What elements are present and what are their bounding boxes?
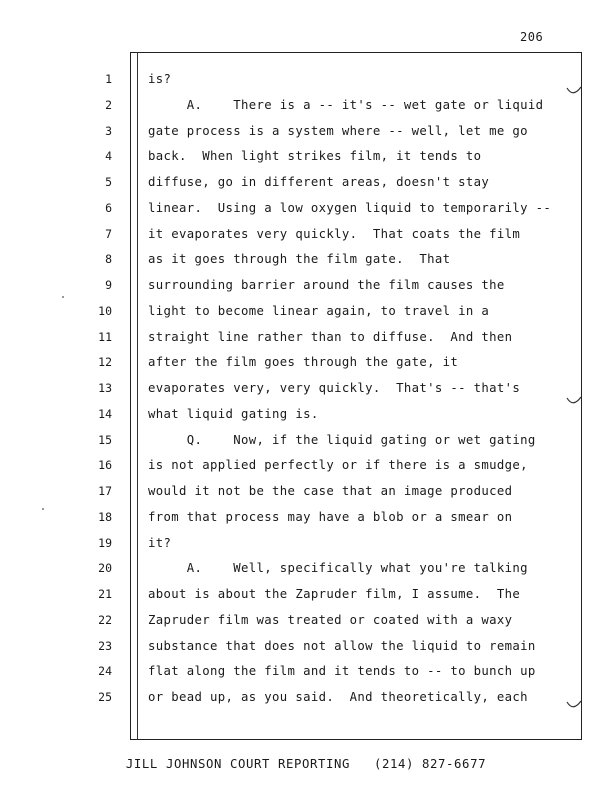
transcript-line bbox=[0, 149, 612, 175]
transcript-line bbox=[0, 407, 612, 433]
check-mark-icon bbox=[566, 396, 582, 406]
transcript-line bbox=[0, 613, 612, 639]
line-number: 2 bbox=[105, 97, 112, 112]
line-number: 17 bbox=[98, 484, 112, 498]
line-number: 1 bbox=[105, 72, 112, 86]
line-number: 10 bbox=[98, 303, 112, 318]
line-text: flat along the film and it tends to -- to bunch up bbox=[148, 664, 536, 679]
line-text: linear. Using a low oxygen liquid to temporarily -- bbox=[148, 200, 552, 215]
transcript-line bbox=[0, 433, 612, 459]
transcript-line bbox=[0, 72, 612, 98]
line-number: 24 bbox=[98, 664, 112, 679]
transcript-line bbox=[0, 227, 612, 253]
line-text: back. When light strikes film, it tends to bbox=[148, 149, 482, 164]
footer-reporter: JILL JOHNSON COURT REPORTING (214) 827-6677 bbox=[125, 757, 487, 771]
line-text: is? bbox=[148, 72, 172, 86]
line-number: 19 bbox=[98, 535, 112, 550]
transcript-line bbox=[0, 561, 612, 587]
line-text: would it not be the case that an image produced bbox=[148, 484, 513, 498]
line-number: 21 bbox=[98, 587, 112, 601]
page-number: 206 bbox=[520, 30, 544, 44]
line-number: 6 bbox=[105, 200, 112, 215]
line-text: it evaporates very quickly. That coats the film bbox=[148, 226, 521, 241]
line-text: is not applied perfectly or if there is a smudge, bbox=[148, 458, 528, 473]
line-number: 14 bbox=[98, 406, 112, 421]
transcript-line bbox=[0, 252, 612, 278]
transcript-line bbox=[0, 330, 612, 356]
line-number: 7 bbox=[105, 226, 112, 241]
line-number: 23 bbox=[98, 638, 112, 653]
line-text: surrounding barrier around the film causes the bbox=[148, 278, 505, 292]
line-text: from that process may have a blob or a smear on bbox=[148, 509, 513, 524]
line-number: 12 bbox=[98, 355, 112, 370]
transcript-line bbox=[0, 458, 612, 484]
check-mark-icon bbox=[566, 86, 582, 96]
transcript-line bbox=[0, 304, 612, 330]
line-number: 18 bbox=[98, 509, 112, 524]
line-text: A. There is a -- it's -- wet gate or liquid bbox=[148, 97, 544, 112]
transcript-line bbox=[0, 124, 612, 150]
line-text: substance that does not allow the liquid to remain bbox=[148, 638, 536, 653]
line-text: after the film goes through the gate, it bbox=[148, 355, 459, 370]
line-text: what liquid gating is. bbox=[148, 406, 319, 421]
transcript-line bbox=[0, 690, 612, 716]
line-text: it? bbox=[148, 535, 172, 550]
transcript-line bbox=[0, 639, 612, 665]
scan-speck bbox=[62, 296, 64, 298]
transcript-line bbox=[0, 484, 612, 510]
line-number: 15 bbox=[98, 432, 112, 447]
line-text: light to become linear again, to travel in a bbox=[148, 303, 490, 318]
line-number: 5 bbox=[105, 175, 112, 189]
line-text: about is about the Zapruder film, I assume. The bbox=[148, 587, 521, 601]
transcript-lines bbox=[0, 72, 612, 716]
line-text: straight line rather than to diffuse. And then bbox=[148, 329, 513, 344]
check-mark-icon bbox=[566, 700, 582, 710]
line-number: 22 bbox=[98, 612, 112, 627]
transcript-line bbox=[0, 201, 612, 227]
line-number: 20 bbox=[98, 561, 112, 576]
line-number: 11 bbox=[98, 329, 112, 344]
line-text: diffuse, go in different areas, doesn't stay bbox=[148, 175, 490, 189]
transcript-line bbox=[0, 381, 612, 407]
line-text: or bead up, as you said. And theoretically, each bbox=[148, 690, 528, 704]
line-text: as it goes through the film gate. That bbox=[148, 252, 451, 267]
transcript-line bbox=[0, 278, 612, 304]
line-text: evaporates very, very quickly. That's -- that's bbox=[148, 381, 521, 395]
line-text: Q. Now, if the liquid gating or wet gating bbox=[148, 432, 536, 447]
transcript-line bbox=[0, 587, 612, 613]
line-number: 13 bbox=[98, 381, 112, 395]
line-text: gate process is a system where -- well, let me go bbox=[148, 123, 528, 138]
line-number: 25 bbox=[98, 690, 112, 704]
line-number: 8 bbox=[105, 252, 112, 267]
line-text: Zapruder film was treated or coated with a waxy bbox=[148, 612, 513, 627]
line-number: 9 bbox=[105, 278, 112, 292]
line-number: 16 bbox=[98, 458, 112, 473]
transcript-line bbox=[0, 98, 612, 124]
scan-speck bbox=[42, 508, 44, 510]
line-number: 3 bbox=[105, 123, 112, 138]
transcript-line bbox=[0, 664, 612, 690]
transcript-line bbox=[0, 536, 612, 562]
transcript-line bbox=[0, 355, 612, 381]
line-number: 4 bbox=[105, 149, 112, 164]
transcript-line bbox=[0, 510, 612, 536]
line-text: A. Well, specifically what you're talking bbox=[148, 561, 528, 576]
transcript-line bbox=[0, 175, 612, 201]
